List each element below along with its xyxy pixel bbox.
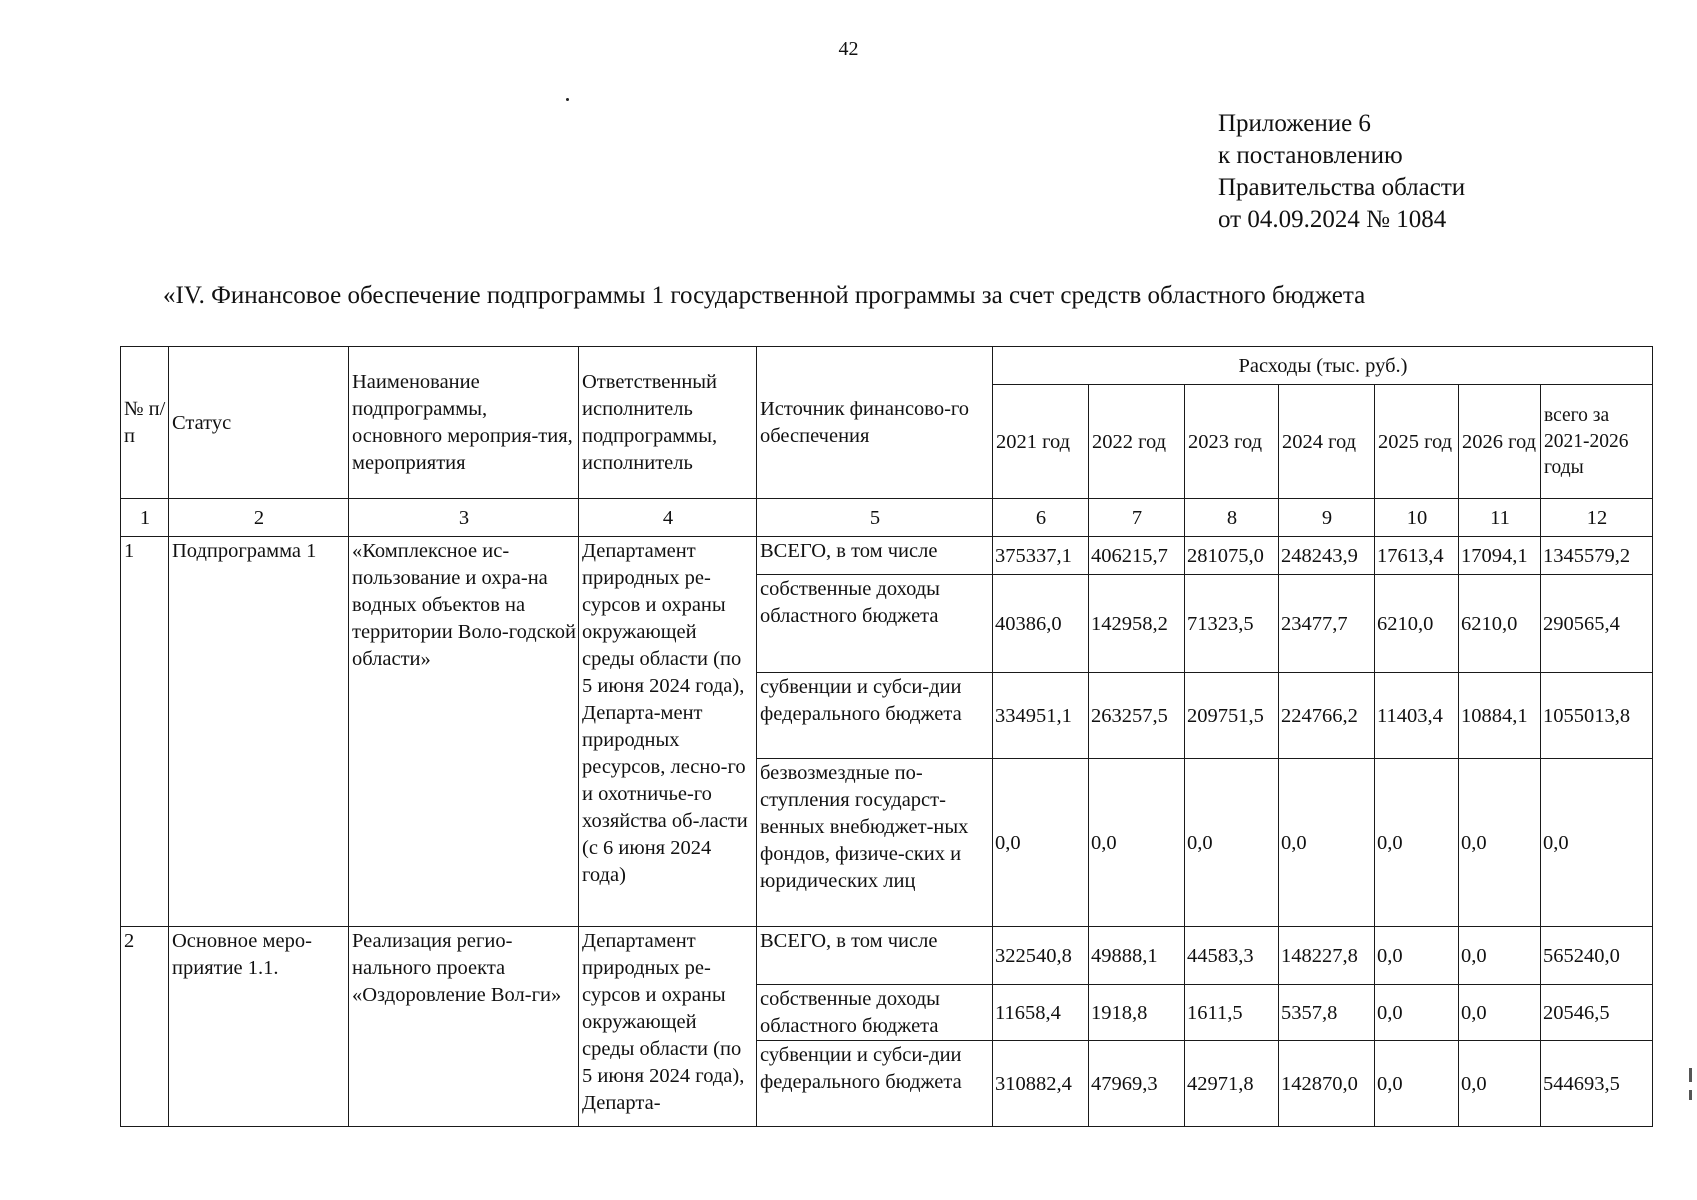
value-cell: 0,0	[1375, 1041, 1459, 1127]
appendix-block	[1218, 108, 1465, 236]
appendix-line: Правительства области	[1218, 174, 1466, 201]
value-cell: 142958,2	[1089, 575, 1185, 673]
col-number: 2	[169, 499, 349, 537]
value-cell: 0,0	[1375, 927, 1459, 985]
document-title: «IV. Финансовое обеспечение подпрограммы 1 государственной программы за счет средств областного бюджета	[163, 282, 1366, 309]
row-source: безвозмездные по-ступления государст-венных внебюджет-ных фондов, физиче-ских и юридических лиц	[757, 759, 993, 927]
value-cell: 0,0	[1185, 759, 1279, 927]
row-name: Реализация регио-нального проекта «Оздоровление Вол-ги»	[349, 927, 579, 1127]
value-cell: 310882,4	[993, 1041, 1089, 1127]
col-number: 9	[1279, 499, 1375, 537]
value-cell: 322540,8	[993, 927, 1089, 985]
value-cell: 375337,1	[993, 537, 1089, 575]
header-name: Наименование подпрограммы, основного мероприя-тия, мероприятия	[349, 347, 579, 499]
row-source: ВСЕГО, в том числе	[757, 537, 993, 575]
row-source: ВСЕГО, в том числе	[757, 927, 993, 985]
col-number: 5	[757, 499, 993, 537]
value-cell: 0,0	[1459, 985, 1541, 1041]
value-cell: 23477,7	[1279, 575, 1375, 673]
value-cell: 44583,3	[1185, 927, 1279, 985]
value-cell: 0,0	[1459, 927, 1541, 985]
header-total: всего за 2021-2026 годы	[1541, 385, 1653, 499]
col-number: 3	[349, 499, 579, 537]
value-cell: 248243,9	[1279, 537, 1375, 575]
row-num: 2	[121, 927, 169, 1127]
row-executor: Департамент природных ре-сурсов и охраны окружающей среды области (по 5 июня 2024 года), Департа-мент природных ресурсов, лесно-го и охотничье-го хозяйства об-ласти (с 6 июня 2024 года)	[579, 537, 757, 927]
value-cell: 0,0	[1375, 985, 1459, 1041]
row-status: Подпрограмма 1	[169, 537, 349, 927]
value-cell: 565240,0	[1541, 927, 1653, 985]
page-number: 42	[838, 38, 859, 60]
value-cell: 0,0	[1541, 759, 1653, 927]
appendix-line: Приложение 6	[1218, 110, 1371, 137]
table-row	[121, 927, 1653, 985]
value-cell: 0,0	[1459, 1041, 1541, 1127]
value-cell: 263257,5	[1089, 673, 1185, 759]
scan-mark	[1689, 1090, 1692, 1100]
scan-mark	[1689, 1068, 1692, 1082]
header-expenses: Расходы (тыс. руб.)	[993, 347, 1653, 385]
row-name: «Комплексное ис-пользование и охра-на водных объектов на территории Воло-годской области»	[349, 537, 579, 927]
value-cell: 49888,1	[1089, 927, 1185, 985]
value-cell: 209751,5	[1185, 673, 1279, 759]
value-cell: 11403,4	[1375, 673, 1459, 759]
scan-dot	[566, 98, 569, 101]
value-cell: 148227,8	[1279, 927, 1375, 985]
col-number: 11	[1459, 499, 1541, 537]
col-number: 12	[1541, 499, 1653, 537]
value-cell: 0,0	[1375, 759, 1459, 927]
header-2026: 2026 год	[1459, 385, 1541, 499]
row-source: собственные доходы областного бюджета	[757, 985, 993, 1041]
value-cell: 1055013,8	[1541, 673, 1653, 759]
row-num: 1	[121, 537, 169, 927]
value-cell: 47969,3	[1089, 1041, 1185, 1127]
header-2021: 2021 год	[993, 385, 1089, 499]
header-2025: 2025 год	[1375, 385, 1459, 499]
appendix-line: к постановлению	[1218, 142, 1403, 169]
value-cell: 6210,0	[1459, 575, 1541, 673]
value-cell: 406215,7	[1089, 537, 1185, 575]
value-cell: 20546,5	[1541, 985, 1653, 1041]
value-cell: 6210,0	[1375, 575, 1459, 673]
header-source: Источник финансово-го обеспечения	[757, 347, 993, 499]
value-cell: 544693,5	[1541, 1041, 1653, 1127]
col-number: 7	[1089, 499, 1185, 537]
row-source: субвенции и субси-дии федерального бюджета	[757, 673, 993, 759]
value-cell: 142870,0	[1279, 1041, 1375, 1127]
value-cell: 11658,4	[993, 985, 1089, 1041]
value-cell: 1345579,2	[1541, 537, 1653, 575]
row-source: собственные доходы областного бюджета	[757, 575, 993, 673]
value-cell: 40386,0	[993, 575, 1089, 673]
value-cell: 0,0	[993, 759, 1089, 927]
col-number: 10	[1375, 499, 1459, 537]
header-num: № п/п	[121, 347, 169, 499]
header-status: Статус	[169, 347, 349, 499]
col-number: 6	[993, 499, 1089, 537]
value-cell: 10884,1	[1459, 673, 1541, 759]
value-cell: 0,0	[1459, 759, 1541, 927]
value-cell: 1611,5	[1185, 985, 1279, 1041]
value-cell: 0,0	[1089, 759, 1185, 927]
col-number: 4	[579, 499, 757, 537]
financing-table	[120, 346, 1653, 1127]
value-cell: 290565,4	[1541, 575, 1653, 673]
col-number: 1	[121, 499, 169, 537]
row-source: субвенции и субси-дии федерального бюджета	[757, 1041, 993, 1127]
table-row	[121, 537, 1653, 575]
value-cell: 1918,8	[1089, 985, 1185, 1041]
value-cell: 0,0	[1279, 759, 1375, 927]
financing-table-wrap	[120, 346, 1653, 1127]
header-2024: 2024 год	[1279, 385, 1375, 499]
value-cell: 17613,4	[1375, 537, 1459, 575]
appendix-line: от 04.09.2024 № 1084	[1218, 206, 1447, 233]
header-executor: Ответственный исполнитель подпрограммы, исполнитель	[579, 347, 757, 499]
value-cell: 334951,1	[993, 673, 1089, 759]
value-cell: 42971,8	[1185, 1041, 1279, 1127]
value-cell: 281075,0	[1185, 537, 1279, 575]
value-cell: 224766,2	[1279, 673, 1375, 759]
row-executor: Департамент природных ре-сурсов и охраны окружающей среды области (по 5 июня 2024 года), Департа-	[579, 927, 757, 1127]
row-status: Основное меро-приятие 1.1.	[169, 927, 349, 1127]
value-cell: 71323,5	[1185, 575, 1279, 673]
col-number: 8	[1185, 499, 1279, 537]
header-2022: 2022 год	[1089, 385, 1185, 499]
value-cell: 17094,1	[1459, 537, 1541, 575]
value-cell: 5357,8	[1279, 985, 1375, 1041]
header-2023: 2023 год	[1185, 385, 1279, 499]
